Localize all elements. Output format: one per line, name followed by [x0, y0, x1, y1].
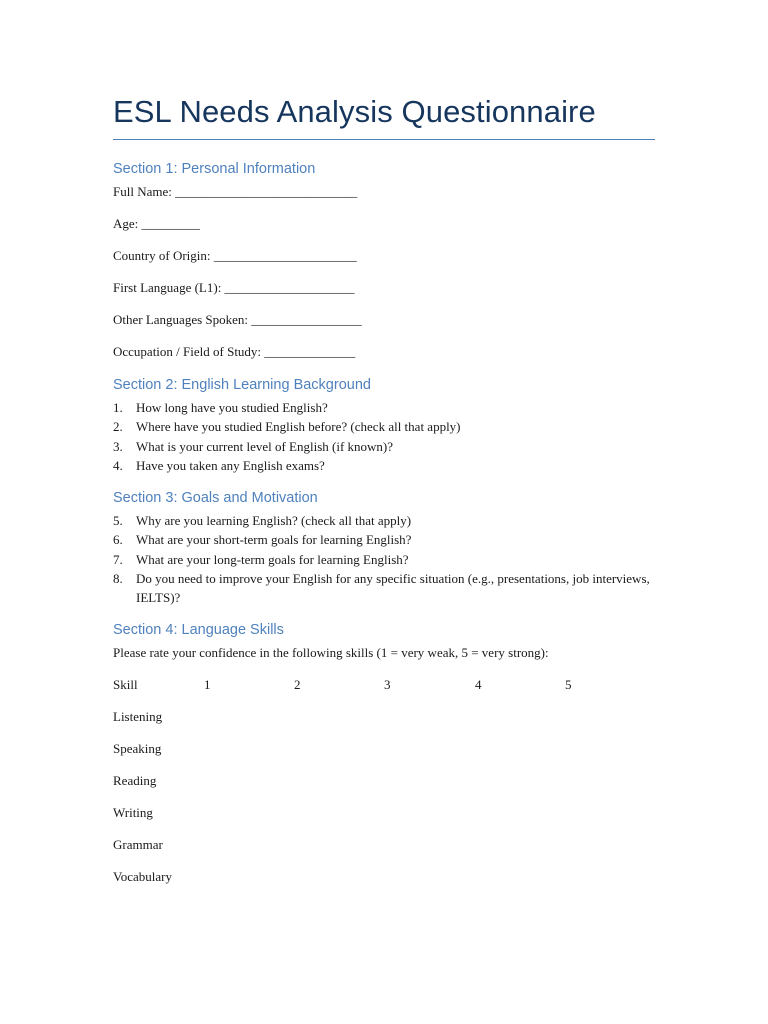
- column-header-3: 3: [384, 677, 391, 692]
- field-other-languages: Other Languages Spoken: _________________: [113, 312, 362, 327]
- field-country-of-origin: Country of Origin: ______________________: [113, 248, 357, 263]
- field-age: Age: _________: [113, 216, 201, 231]
- list-item: 7. What are your long-term goals for learning English?: [113, 551, 409, 567]
- list-item: 8. Do you need to improve your English for any specific situation (e.g., presentations, job interviews, IELTS)?: [113, 570, 650, 606]
- list-item: 1. How long have you studied English?: [113, 400, 328, 415]
- field-occupation: Occupation / Field of Study: ______________: [113, 344, 356, 359]
- section-1-heading: Section 1: Personal Information: [113, 161, 316, 177]
- field-first-language: First Language (L1): ____________________: [113, 280, 355, 295]
- skill-row-speaking: Speaking: [113, 741, 162, 756]
- skills-table-header: [113, 677, 655, 693]
- section-2-heading: Section 2: English Learning Background: [113, 377, 371, 393]
- title-underline: [113, 139, 655, 140]
- column-header-4: 4: [475, 677, 482, 692]
- field-full-name: Full Name: ____________________________: [113, 184, 358, 199]
- list-item: 4. Have you taken any English exams?: [113, 457, 325, 473]
- skill-row-writing: Writing: [113, 805, 153, 820]
- column-header-skill: Skill: [113, 677, 138, 692]
- skill-row-grammar: Grammar: [113, 837, 163, 852]
- column-header-5: 5: [565, 677, 572, 692]
- column-header-2: 2: [294, 677, 301, 692]
- list-item: 6. What are your short-term goals for learning English?: [113, 532, 412, 548]
- section-2-question-list: [113, 398, 655, 475]
- column-header-1: 1: [204, 677, 211, 692]
- skill-row-vocabulary: Vocabulary: [113, 869, 172, 884]
- section-4-heading: Section 4: Language Skills: [113, 622, 284, 638]
- section-3-heading: Section 3: Goals and Motivation: [113, 490, 318, 506]
- skill-row-reading: Reading: [113, 773, 157, 788]
- list-item: 2. Where have you studied English before? (check all that apply): [113, 419, 461, 435]
- list-item: 5. Why are you learning English? (check all that apply): [113, 513, 412, 528]
- list-item: 3. What is your current level of English (if known)?: [113, 438, 394, 454]
- section-3-question-list: [113, 511, 655, 607]
- skill-row-listening: Listening: [113, 709, 163, 724]
- document-title: ESL Needs Analysis Questionnaire: [113, 94, 596, 129]
- skills-rating-intro: Please rate your confidence in the following skills (1 = very weak, 5 = very strong):: [113, 645, 549, 660]
